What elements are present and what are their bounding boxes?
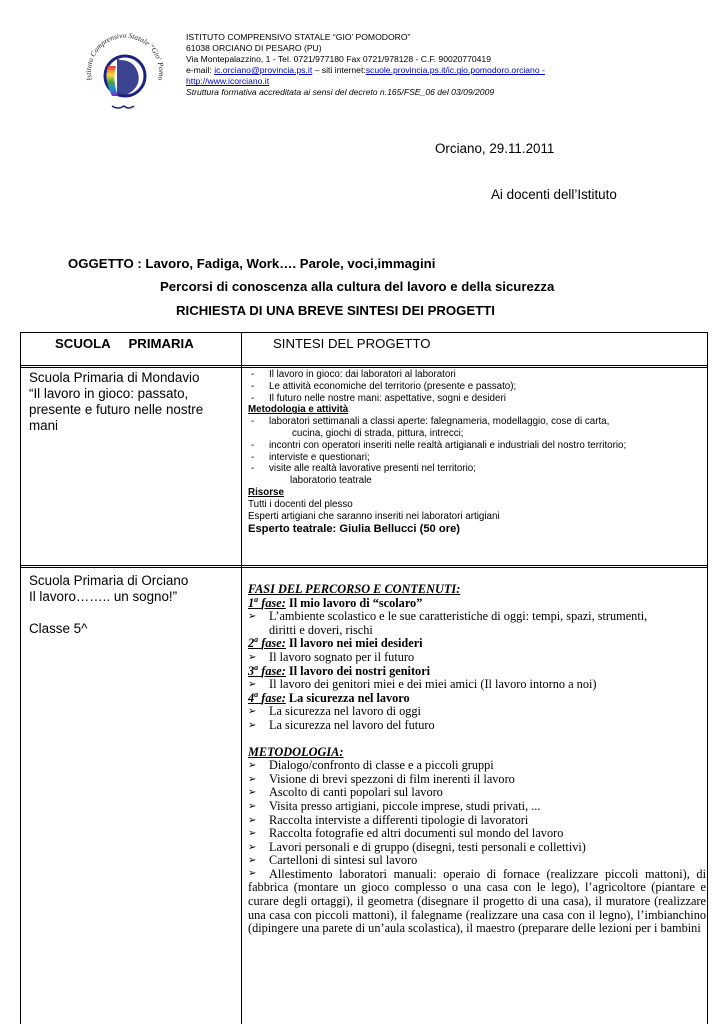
contacts-line (186, 65, 616, 76)
section-heading: METODOLOGIA: (248, 744, 344, 759)
list-item: ➢ Il lavoro dei genitori miei e dei miei amici (Il lavoro intorno a noi) (248, 678, 706, 692)
allestimento-paragraph (248, 868, 706, 936)
header-summary: SINTESI DEL PROGETTO (273, 336, 431, 351)
list-item: Esperti artigiani che saranno inseriti nei laboratori artigiani (248, 510, 500, 522)
list-item: ➢ Visita presso artigiani, piccole imprese, studi privati, ... (248, 800, 706, 814)
row1-school (29, 370, 234, 434)
site-link-1[interactable]: scuole.provincia.ps.it/ic.gio.pomodoro.orciano - (365, 65, 545, 76)
list-item: - incontri con operatori inseriti nelle realtà artigianali e industriali del nostro territorio; (248, 440, 706, 452)
list-item-continuation: diritti e doveri, rischi (269, 622, 373, 637)
list-item: - visite alle realtà lavorative presenti nel territorio; (248, 463, 706, 475)
accreditation-note: Struttura formativa accreditata ai sensi del decreto n.165/FSE_06 del 03/09/2009 (186, 87, 495, 98)
section-heading: Risorse (248, 486, 284, 498)
row1-school-line: Scuola Primaria di Mondavio (29, 370, 200, 385)
list-item: ➢ La sicurezza nel lavoro del futuro (248, 719, 706, 733)
phase-heading (248, 662, 706, 679)
section-heading: FASI DEL PERCORSO E CONTENUTI: (248, 582, 461, 596)
spacer (248, 733, 706, 746)
phase-number: 4$^a$ fase: (248, 689, 286, 705)
row1-school-line: presente e futuro nelle nostre (29, 402, 204, 417)
phase-title: Il lavoro nei miei desideri (285, 636, 423, 651)
site-label: – siti internet: (312, 65, 366, 76)
list-item: ➢ Raccolta fotografie ed altri documenti sul mondo del lavoro (248, 827, 706, 841)
address-line-1: 61038 ORCIANO DI PESARO (PU) (186, 43, 322, 54)
list-item: ➢ Lavori personali e di gruppo (disegni, testi personali e collettivi) (248, 841, 706, 855)
svg-text:Istituto Comprensivo Statale ": Istituto Comprensivo Statale "Gio' Pomo (83, 30, 167, 82)
list-item: - interviste e questionari; (248, 452, 706, 464)
list-item: ➢ Il lavoro sognato per il futuro (248, 651, 706, 665)
recipient: Ai docenti dell’Istituto (491, 187, 617, 202)
school-name: ISTITUTO COMPRENSIVO STATALE “GIO’ POMODORO” (186, 32, 411, 42)
list-item: ➢ Dialogo/confronto di classe e a piccoli gruppi (248, 759, 706, 773)
row2-school-line: Il lavoro…….. un sogno!” (29, 589, 178, 604)
phase-number: 3$^a$ fase: (248, 662, 286, 678)
phase-heading (248, 689, 706, 706)
row-divider (21, 365, 707, 366)
row2-school (29, 573, 234, 637)
row1-school-line: “Il lavoro in gioco: passato, (29, 386, 189, 401)
subject-line-2: Percorsi di conoscenza alla cultura del lavoro e della sicurezza (160, 279, 555, 294)
phase-heading (248, 637, 706, 651)
site-link-2[interactable]: http://www.icorciano.it (186, 76, 270, 87)
school-logo (72, 18, 178, 124)
section-heading: Metodologia e attività (248, 404, 349, 416)
phase-number: 2$^a$ fase: (248, 635, 286, 651)
row-divider (21, 567, 707, 568)
address-line-2: Via Montepalazzino, 1 - Tel. 0721/977180 Fax 0721/978128 - C.F. 90020770419 (186, 54, 491, 65)
subject-line-3: RICHIESTA DI UNA BREVE SINTESI DEI PROGETTI (176, 303, 495, 318)
row1-summary (248, 369, 706, 536)
column-divider (241, 333, 242, 1024)
phase-title: Il lavoro dei nostri genitori (285, 663, 431, 678)
row-divider (21, 367, 707, 368)
header-school: SCUOLA PRIMARIA (55, 336, 194, 351)
expert-line: Esperto teatrale: Giulia Bellucci (50 ore) (248, 523, 461, 536)
list-item: ➢ La sicurezza nel lavoro di oggi (248, 705, 706, 719)
place-date: Orciano, 29.11.2011 (435, 141, 555, 156)
list-item: ➢ Visione di brevi spezzoni di film inerenti il lavoro (248, 773, 706, 787)
list-item: - Il lavoro in gioco: dai laboratori al laboratori (248, 369, 706, 381)
phase-number: 1$^a$ fase: (248, 594, 286, 610)
phase-title: Il mio lavoro di “scolaro” (285, 595, 423, 610)
list-item: - laboratori settimanali a classi aperte: falegnameria, modellaggio, cose di carta, (248, 416, 706, 428)
row-divider (21, 565, 707, 566)
phase-title: La sicurezza nel lavoro (285, 690, 410, 705)
list-item-continuation: laboratorio teatrale (290, 475, 372, 487)
letterhead (186, 32, 616, 99)
email-label: e-mail: (186, 65, 215, 76)
list-item: ➢ Raccolta interviste a differenti tipologie di lavoratori (248, 814, 706, 828)
subject-line-1: OGGETTO : Lavoro, Fadiga, Work…. Parole, voci,immagini (68, 256, 436, 271)
list-item: - Le attività economiche del territorio (presente e passato); (248, 381, 706, 393)
list-item: ➢ L’ambiente scolastico e le sue caratteristiche di oggi: tempi, spazi, strumenti, (248, 610, 706, 624)
list-item: ➢ Ascolto di canti popolari sul lavoro (248, 786, 706, 800)
row2-school-line: Scuola Primaria di Orciano (29, 573, 189, 588)
phase-heading (248, 594, 706, 611)
list-item: ➢ Cartelloni di sintesi sul lavoro (248, 854, 706, 868)
row2-summary (248, 583, 706, 936)
list-item-continuation: cucina, giochi di strada, pittura, intrecci; (292, 427, 464, 439)
row2-class: Classe 5^ (29, 621, 88, 636)
row1-school-line: mani (29, 418, 59, 433)
list-item: Tutti i docenti del plesso (248, 498, 353, 510)
projects-table (20, 332, 708, 1024)
email-link[interactable]: ic.orciano@provincia.ps.it (214, 65, 313, 76)
list-item: ➢ Allestimento laboratori manuali: operaio di fornace (realizzare piccoli mattoni), di fabbrica (montare un gioco complesso o una casa con le lego), l’agricoltore (piantare e curare degli ortaggi), il geometra (disegnare il progetto di una casa), il muratore (realizzare una casa con piccoli mattoni), il falegname (realizzare una casa con il legno), l’imbianchino (dipingere una parete di un’aula scolastica), il maestro (preparare delle lezioni per i bambini (248, 867, 706, 935)
spacer (29, 605, 234, 621)
list-item: - Il futuro nelle nostre mani: aspettative, sogni e desideri (248, 393, 706, 405)
